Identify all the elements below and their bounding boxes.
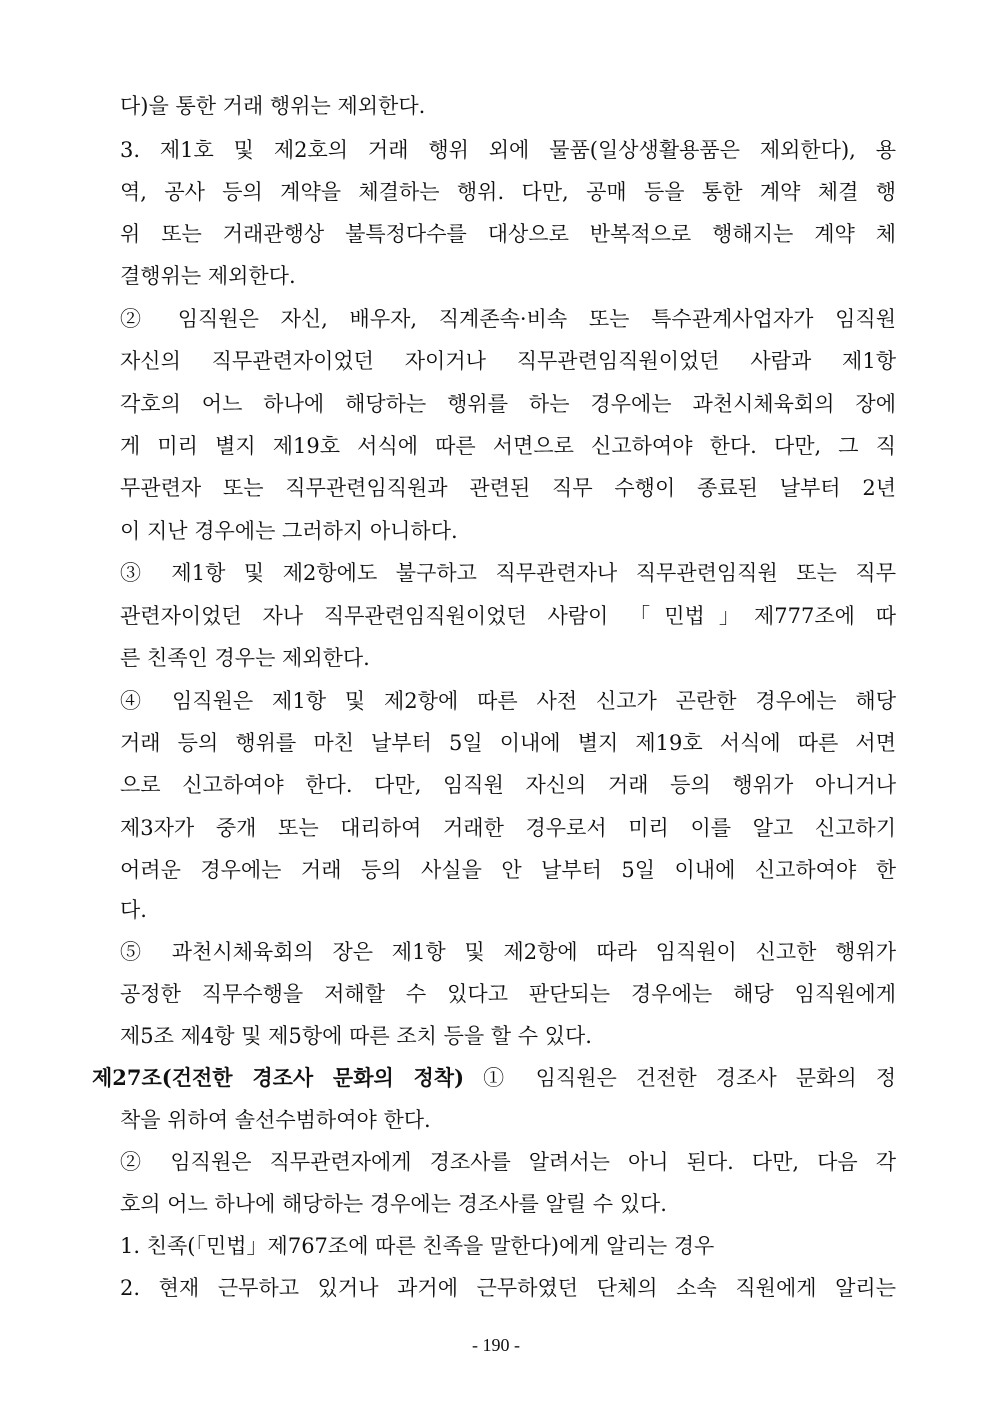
- text-line: ② 임직원은 직무관련자에게 경조사를 알려서는 아니 된다. 다만, 다음 각: [120, 1150, 896, 1174]
- text-line: 으로 신고하여야 한다. 다만, 임직원 자신의 거래 등의 행위가 아니거나: [120, 773, 896, 797]
- text-line: 제5조 제4항 및 제5항에 따른 조치 등을 할 수 있다.: [120, 1024, 592, 1048]
- text-line: 3. 제1호 및 제2호의 거래 행위 외에 물품(일상생활용품은 제외한다), 용: [120, 138, 896, 162]
- text-line: 무관련자 또는 직무관련임직원과 관련된 직무 수행이 종료된 날부터 2년: [120, 476, 896, 500]
- text-line: 결행위는 제외한다.: [120, 264, 296, 288]
- text-line: ③ 제1항 및 제2항에도 불구하고 직무관련자나 직무관련임직원 또는 직무: [120, 561, 896, 585]
- text-line: 거래 등의 행위를 마친 날부터 5일 이내에 별지 제19호 서식에 따른 서면: [120, 731, 896, 755]
- text-line: ⑤ 과천시체육회의 장은 제1항 및 제2항에 따라 임직원이 신고한 행위가: [120, 940, 896, 964]
- text-line: 관련자이었던 자나 직무관련임직원이었던 사람이 「민법」제777조에 따: [120, 604, 896, 628]
- text-line: 이 지난 경우에는 그러하지 아니하다.: [120, 519, 458, 543]
- text-line: ④ 임직원은 제1항 및 제2항에 따른 사전 신고가 곤란한 경우에는 해당: [120, 689, 896, 713]
- text-line: 착을 위하여 솔선수범하여야 한다.: [120, 1108, 431, 1132]
- text-line: ② 임직원은 자신, 배우자, 직계존속·비속 또는 특수관계사업자가 임직원: [120, 307, 896, 331]
- text-line: 어려운 경우에는 거래 등의 사실을 안 날부터 5일 이내에 신고하여야 한: [120, 858, 896, 882]
- text-line: 른 친족인 경우는 제외한다.: [120, 646, 370, 670]
- article-title: 제27조(건전한 경조사 문화의 정착): [92, 1065, 465, 1090]
- text-line: 1. 친족(「민법」제767조에 따른 친족을 말한다)에게 알리는 경우: [120, 1234, 715, 1258]
- article-27-heading-line: [92, 1058, 896, 1098]
- article-text: ① 임직원은 건전한 경조사 문화의 정: [464, 1066, 896, 1090]
- text-line: 각호의 어느 하나에 해당하는 행위를 하는 경우에는 과천시체육회의 장에: [120, 392, 896, 416]
- text-line: 위 또는 거래관행상 불특정다수를 대상으로 반복적으로 행해지는 계약 체: [120, 222, 896, 246]
- text-line: 공정한 직무수행을 저해할 수 있다고 판단되는 경우에는 해당 임직원에게: [120, 982, 896, 1006]
- text-line: 다)을 통한 거래 행위는 제외한다.: [120, 94, 426, 118]
- text-line: 제3자가 중개 또는 대리하여 거래한 경우로서 미리 이를 알고 신고하기: [120, 816, 896, 840]
- text-line: 2. 현재 근무하고 있거나 과거에 근무하였던 단체의 소속 직원에게 알리는: [120, 1276, 896, 1300]
- text-line: 게 미리 별지 제19호 서식에 따른 서면으로 신고하여야 한다. 다만, 그 직: [120, 434, 896, 458]
- text-line: 역, 공사 등의 계약을 체결하는 행위. 다만, 공매 등을 통한 계약 체결 행: [120, 180, 896, 204]
- text-line: 다.: [120, 898, 147, 922]
- page-number: - 190 -: [472, 1335, 520, 1355]
- text-line: 자신의 직무관련자이었던 자이거나 직무관련임직원이었던 사람과 제1항: [120, 349, 896, 373]
- text-line: 호의 어느 하나에 해당하는 경우에는 경조사를 알릴 수 있다.: [120, 1192, 667, 1216]
